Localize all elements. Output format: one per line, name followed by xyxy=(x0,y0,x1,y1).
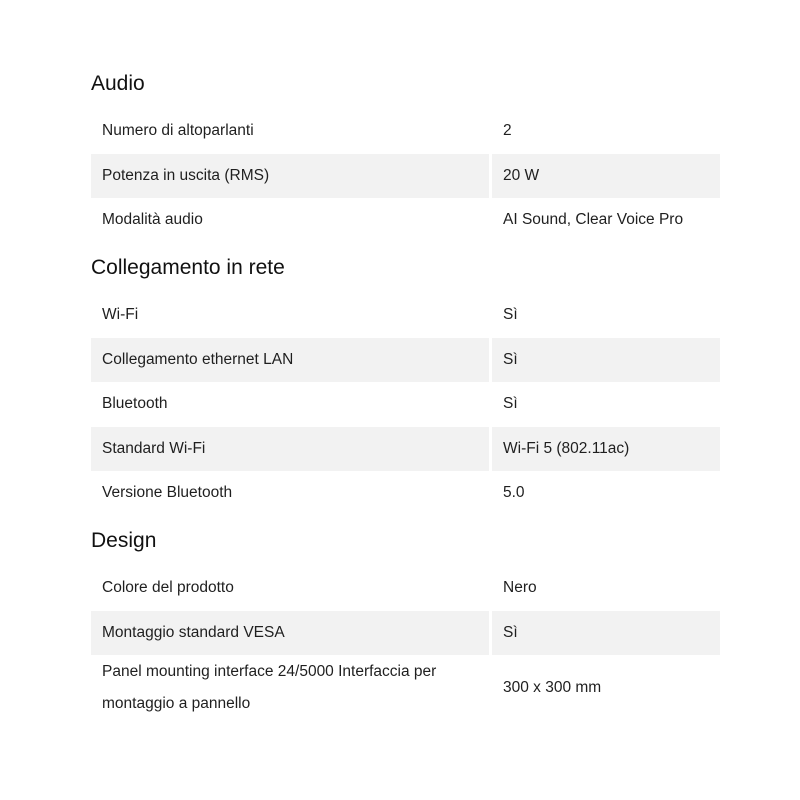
spec-row xyxy=(91,293,720,337)
spec-value: Wi-Fi 5 (802.11ac) xyxy=(492,427,720,471)
spec-value: Sì xyxy=(503,306,518,323)
spec-row xyxy=(91,427,720,471)
spec-row xyxy=(91,382,720,426)
spec-row xyxy=(91,198,720,242)
spec-value: 5.0 xyxy=(503,484,525,501)
spec-label: Montaggio standard VESA xyxy=(91,611,489,655)
spec-value: Nero xyxy=(503,579,537,596)
spec-label: Potenza in uscita (RMS) xyxy=(91,154,489,198)
spec-table-audio xyxy=(91,109,720,242)
spec-label: Standard Wi-Fi xyxy=(91,427,489,471)
spec-value: 2 xyxy=(503,122,512,139)
spec-label: Wi-Fi xyxy=(102,306,139,323)
spec-value: Sì xyxy=(492,338,720,382)
spec-value: Sì xyxy=(503,395,518,412)
spec-label: Panel mounting interface 24/5000 Interfaccia per montaggio a pannello xyxy=(102,663,437,712)
spec-value: 20 W xyxy=(492,154,720,198)
spec-label: Colore del prodotto xyxy=(102,579,234,596)
spec-value: AI Sound, Clear Voice Pro xyxy=(503,211,684,228)
spec-row xyxy=(91,611,720,655)
spec-row xyxy=(91,109,720,153)
spec-row xyxy=(91,566,720,610)
spec-value: 300 x 300 mm xyxy=(503,679,602,696)
spec-row xyxy=(91,338,720,382)
spec-label: Modalità audio xyxy=(102,211,203,228)
spec-label: Numero di altoparlanti xyxy=(102,122,254,139)
spec-table-network xyxy=(91,293,720,515)
spec-label: Bluetooth xyxy=(102,395,168,412)
spec-row xyxy=(91,154,720,198)
section-heading-network: Collegamento in rete xyxy=(91,256,285,279)
spec-row xyxy=(91,655,720,721)
spec-sheet xyxy=(91,64,720,727)
spec-row xyxy=(91,471,720,515)
spec-label: Versione Bluetooth xyxy=(102,484,233,501)
section-heading-design: Design xyxy=(91,529,157,552)
spec-table-design xyxy=(91,566,720,721)
spec-label: Collegamento ethernet LAN xyxy=(91,338,489,382)
section-heading-audio: Audio xyxy=(91,72,145,95)
spec-value: Sì xyxy=(492,611,720,655)
